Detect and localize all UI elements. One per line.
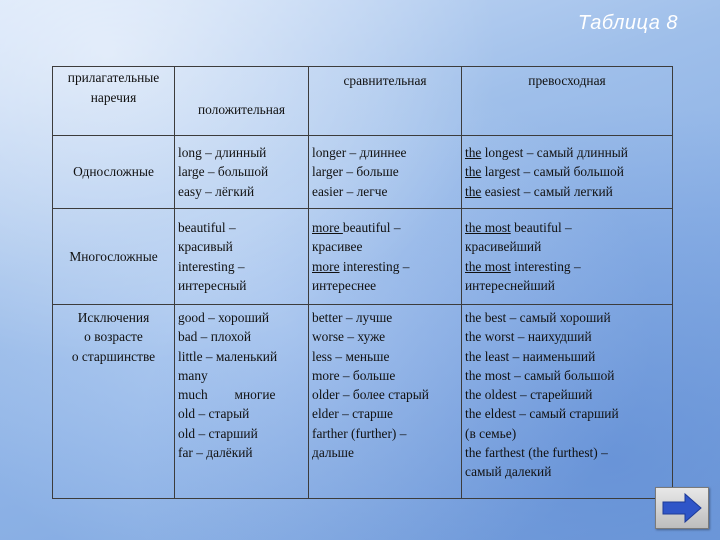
comparison-table	[52, 66, 673, 499]
cell-line: much многие	[178, 387, 276, 403]
cell-line: better – лучше	[312, 310, 393, 325]
cell-line: larger – больше	[312, 164, 399, 180]
word-the-most: the most	[465, 258, 511, 274]
line-text: красивее	[312, 239, 363, 255]
header-adjectives-adverbs	[53, 67, 175, 136]
cell-line	[465, 143, 669, 162]
cell-line: worse – хуже	[312, 329, 386, 345]
cell-line	[465, 257, 669, 276]
cell-line: interesting –	[178, 258, 245, 274]
cell-line	[312, 218, 458, 237]
article-the: the	[465, 164, 482, 180]
header-positive: положительная	[175, 67, 309, 136]
cell-line: older – более старый	[312, 387, 429, 403]
cell-multi-positive	[175, 209, 309, 305]
cell-line: интересный	[178, 277, 247, 293]
cell-line: easier – легче	[312, 183, 388, 199]
cell-line: little – маленький	[178, 348, 278, 364]
line-text: interesting –	[339, 258, 410, 274]
line-text: interesting –	[510, 258, 581, 274]
row-label-exceptions	[53, 305, 175, 499]
cell-line: дальше	[312, 445, 354, 461]
table-header-row	[53, 67, 673, 136]
cell-line: many	[178, 367, 208, 383]
cell-multi-comparative	[309, 209, 462, 305]
cell-line: elder – старше	[312, 406, 394, 422]
cell-line: (в семье)	[465, 425, 517, 441]
line-text: largest – самый большой	[481, 164, 624, 180]
header-comparative: сравнительная	[309, 67, 462, 136]
line-text: longest – самый длинный	[481, 145, 628, 161]
row-label-single: Односложные	[53, 136, 175, 209]
word-more: more	[312, 258, 340, 274]
cell-line: the worst – наихудший	[465, 329, 592, 345]
cell-line: good – хороший	[178, 310, 270, 325]
cell-line: easy – лёгкий	[178, 183, 255, 199]
cell-line: о старшинстве	[71, 348, 156, 364]
cell-line: beautiful –	[178, 219, 236, 235]
cell-line: large – большой	[178, 164, 269, 180]
cell-line: о возрасте	[84, 329, 143, 345]
page-title: Таблица 8	[577, 12, 678, 34]
line-text: красивейший	[465, 239, 542, 255]
cell-line: old – старый	[178, 406, 250, 422]
line-text: beautiful –	[342, 219, 401, 235]
table-row-exceptions	[53, 305, 673, 499]
word-more: more	[312, 219, 343, 235]
cell-line: less – меньше	[312, 348, 390, 364]
cell-line: longer – длиннее	[312, 145, 407, 161]
cell-exceptions-comparative	[309, 305, 462, 499]
cell-line: the eldest – самый старший	[465, 406, 619, 422]
header-adjectives: прилагательные	[67, 70, 160, 85]
table-row-single-syllable	[53, 136, 673, 209]
cell-line: the least – наименьший	[465, 348, 596, 364]
cell-exceptions-superlative	[462, 305, 673, 499]
cell-line	[465, 182, 669, 201]
article-the: the	[465, 145, 482, 161]
header-superlative: превосходная	[462, 67, 673, 136]
cell-line: bad – плохой	[178, 329, 251, 345]
cell-line	[465, 276, 669, 295]
cell-line: long – длинный	[178, 145, 267, 161]
cell-line: old – старший	[178, 425, 258, 441]
line-text: easiest – самый легкий	[481, 183, 613, 199]
cell-line: the farthest (the furthest) –	[465, 445, 608, 461]
article-the: the	[465, 183, 482, 199]
cell-line	[465, 237, 669, 256]
cell-line: farther (further) –	[312, 425, 407, 441]
line-text: интереснейший	[465, 277, 555, 293]
cell-line: far – далёкий	[178, 445, 253, 461]
header-adverbs: наречия	[90, 90, 137, 105]
line-text: интереснее	[312, 277, 377, 293]
right-arrow-icon	[661, 492, 703, 524]
cell-single-superlative	[462, 136, 673, 209]
cell-line	[312, 276, 458, 295]
word-the-most: the most	[465, 219, 511, 235]
cell-line: Исключения	[77, 310, 150, 325]
cell-multi-superlative	[462, 209, 673, 305]
cell-line: the most – самый большой	[465, 367, 615, 383]
cell-line: самый далекий	[465, 464, 552, 480]
cell-exceptions-positive	[175, 305, 309, 499]
cell-single-comparative	[309, 136, 462, 209]
next-slide-button[interactable]	[655, 487, 709, 529]
cell-line: красивый	[178, 239, 233, 255]
cell-line	[312, 237, 458, 256]
cell-single-positive	[175, 136, 309, 209]
table-row-multi-syllable	[53, 209, 673, 305]
cell-line: the oldest – старейший	[465, 387, 593, 403]
cell-line	[465, 162, 669, 181]
row-label-multi: Многосложные	[53, 209, 175, 305]
cell-line	[465, 218, 669, 237]
cell-line	[312, 257, 458, 276]
cell-line: the best – самый хороший	[465, 310, 611, 325]
line-text: beautiful –	[510, 219, 572, 235]
cell-line: more – больше	[312, 367, 396, 383]
